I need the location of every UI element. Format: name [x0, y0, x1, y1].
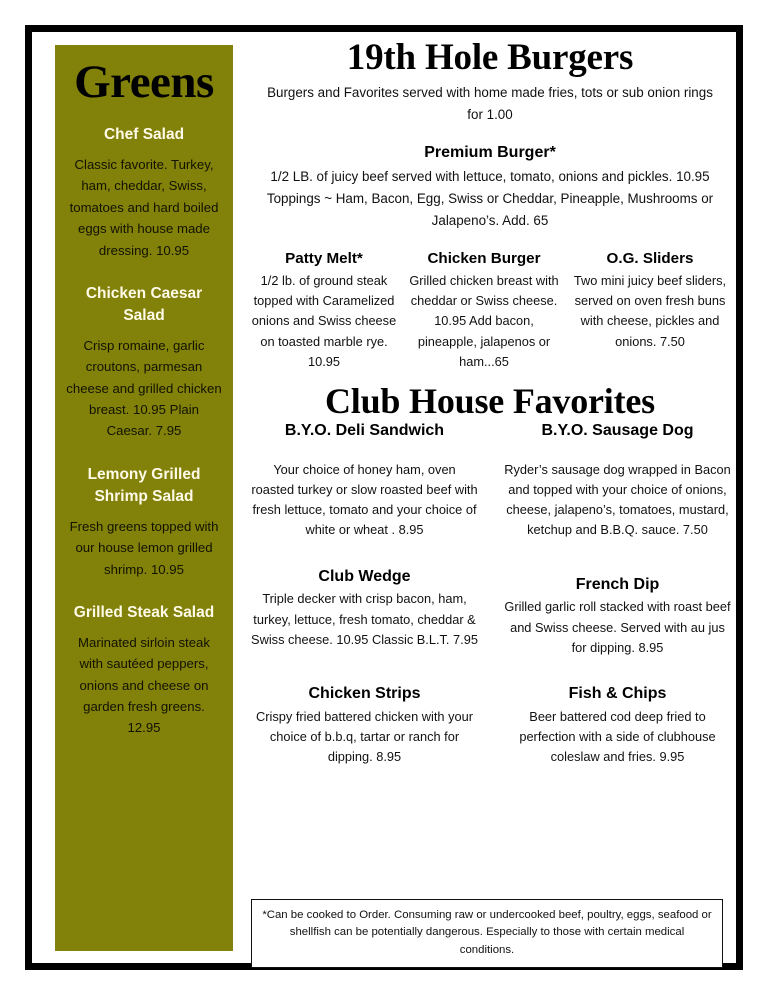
menu-item-chicken-caesar-salad — [65, 283, 223, 442]
item-description: Your choice of honey ham, oven roasted turkey or slow roasted beef with fresh lettuce, tomato and your choice of white or wheat . 8.95 — [251, 461, 478, 538]
spacer — [504, 658, 731, 684]
burgers-section-heading: 19th Hole Burgers — [346, 37, 634, 78]
item-description: Triple decker with crisp bacon, ham, turkey, lettuce, fresh tomato, cheddar & Swiss cheese. 10.95 Classic B.L.T. 7.95 — [251, 591, 478, 647]
item-name: Premium Burger* — [424, 144, 556, 162]
disclaimer-box — [251, 899, 723, 968]
menu-item-patty-melt — [245, 249, 403, 372]
item-name: Fish & Chips — [568, 685, 667, 703]
clubhouse-row-3 — [245, 658, 735, 767]
spacer — [504, 541, 731, 575]
greens-heading: Greens — [74, 56, 214, 108]
salad-description: Classic favorite. Turkey, ham, cheddar, Swiss, tomatoes and hard boiled eggs with house made dressing. 10.95 — [69, 157, 219, 258]
item-description: Ryder’s sausage dog wrapped in Bacon and topped with your choice of onions, cheese, jalapeno’s, tomatoes, mustard, ketchup and B.B.Q. sauce. 7.50 — [504, 461, 731, 538]
burger-items-row — [245, 249, 735, 372]
spacer — [504, 444, 731, 460]
item-name: French Dip — [575, 575, 660, 593]
spacer — [251, 541, 478, 567]
salad-description: Fresh greens topped with our house lemon grilled shrimp. 10.95 — [69, 518, 219, 577]
clubhouse-row-2 — [245, 541, 735, 658]
spacer — [251, 444, 478, 460]
menu-content — [245, 38, 735, 953]
salad-description: Crisp romaine, garlic croutons, parmesan cheese and grilled chicken breast. 10.95 Plain Caesar. 7.95 — [66, 337, 222, 439]
clubhouse-row-1 — [245, 421, 735, 541]
menu-item-chef-salad — [65, 124, 223, 261]
clubhouse-section-heading: Club House Favorites — [324, 381, 655, 422]
menu-item-fish-and-chips — [492, 658, 735, 767]
salad-name: Chicken Caesar Salad — [85, 284, 203, 324]
menu-item-premium-burger — [245, 143, 735, 231]
salad-name: Chef Salad — [103, 126, 185, 143]
menu-item-chicken-burger — [403, 249, 565, 372]
item-name: Chicken Strips — [308, 685, 421, 703]
item-name: Chicken Burger — [427, 250, 541, 268]
menu-item-byo-sausage-dog — [492, 421, 735, 541]
item-name: B.Y.O. Deli Sandwich — [284, 421, 445, 439]
item-description: Beer battered cod deep fried to perfection with a side of clubhouse coleslaw and fries. 9.95 — [519, 708, 716, 765]
spacer — [251, 658, 478, 684]
menu-item-byo-deli-sandwich — [245, 421, 492, 541]
menu-item-chicken-strips — [245, 658, 492, 767]
salad-description: Marinated sirloin steak with sautéed peppers, onions and cheese on garden fresh greens. 12.95 — [78, 634, 210, 736]
item-description: Grilled garlic roll stacked with roast beef and Swiss cheese. Served with au jus for dipping. 8.95 — [504, 599, 731, 655]
item-description: Two mini juicy beef sliders, served on oven fresh buns with cheese, pickles and onions. 7.50 — [573, 273, 727, 349]
menu-item-lemony-grilled-shrimp-salad — [65, 464, 223, 580]
salad-name: Lemony Grilled Shrimp Salad — [87, 465, 201, 505]
disclaimer-text: *Can be cooked to Order. Consuming raw or undercooked beef, poultry, eggs, seafood or shellfish can be potentially dangerous. Especially to those with certain medical conditions. — [262, 909, 712, 956]
item-description: Grilled chicken breast with cheddar or Swiss cheese. 10.95 Add bacon, pineapple, jalapenos or ham...65 — [409, 273, 559, 369]
menu-item-french-dip — [492, 541, 735, 658]
item-name: Club Wedge — [318, 567, 411, 585]
item-description: 1/2 lb. of ground steak topped with Caramelized onions and Swiss cheese on toasted marble rye. 10.95 — [251, 273, 397, 369]
greens-panel — [55, 45, 233, 951]
item-description: 1/2 LB. of juicy beef served with lettuce, tomato, onions and pickles. 10.95 Toppings ~ Ham, Bacon, Egg, Swiss or Cheddar, Pineapple, Mushrooms or Jalapeno’s. Add. 65 — [266, 169, 714, 228]
item-description: Crispy fried battered chicken with your choice of b.b.q, tartar or ranch for dipping. 8.95 — [256, 708, 473, 765]
item-name: O.G. Sliders — [606, 250, 694, 268]
item-name: Patty Melt* — [285, 250, 363, 268]
item-name: B.Y.O. Sausage Dog — [541, 421, 694, 439]
menu-item-og-sliders — [565, 249, 735, 372]
menu-item-grilled-steak-salad — [65, 602, 223, 739]
menu-item-club-wedge — [245, 541, 492, 658]
burgers-section-subtitle: Burgers and Favorites served with home made fries, tots or sub onion rings for 1.00 — [267, 84, 713, 122]
salad-name: Grilled Steak Salad — [73, 603, 215, 621]
